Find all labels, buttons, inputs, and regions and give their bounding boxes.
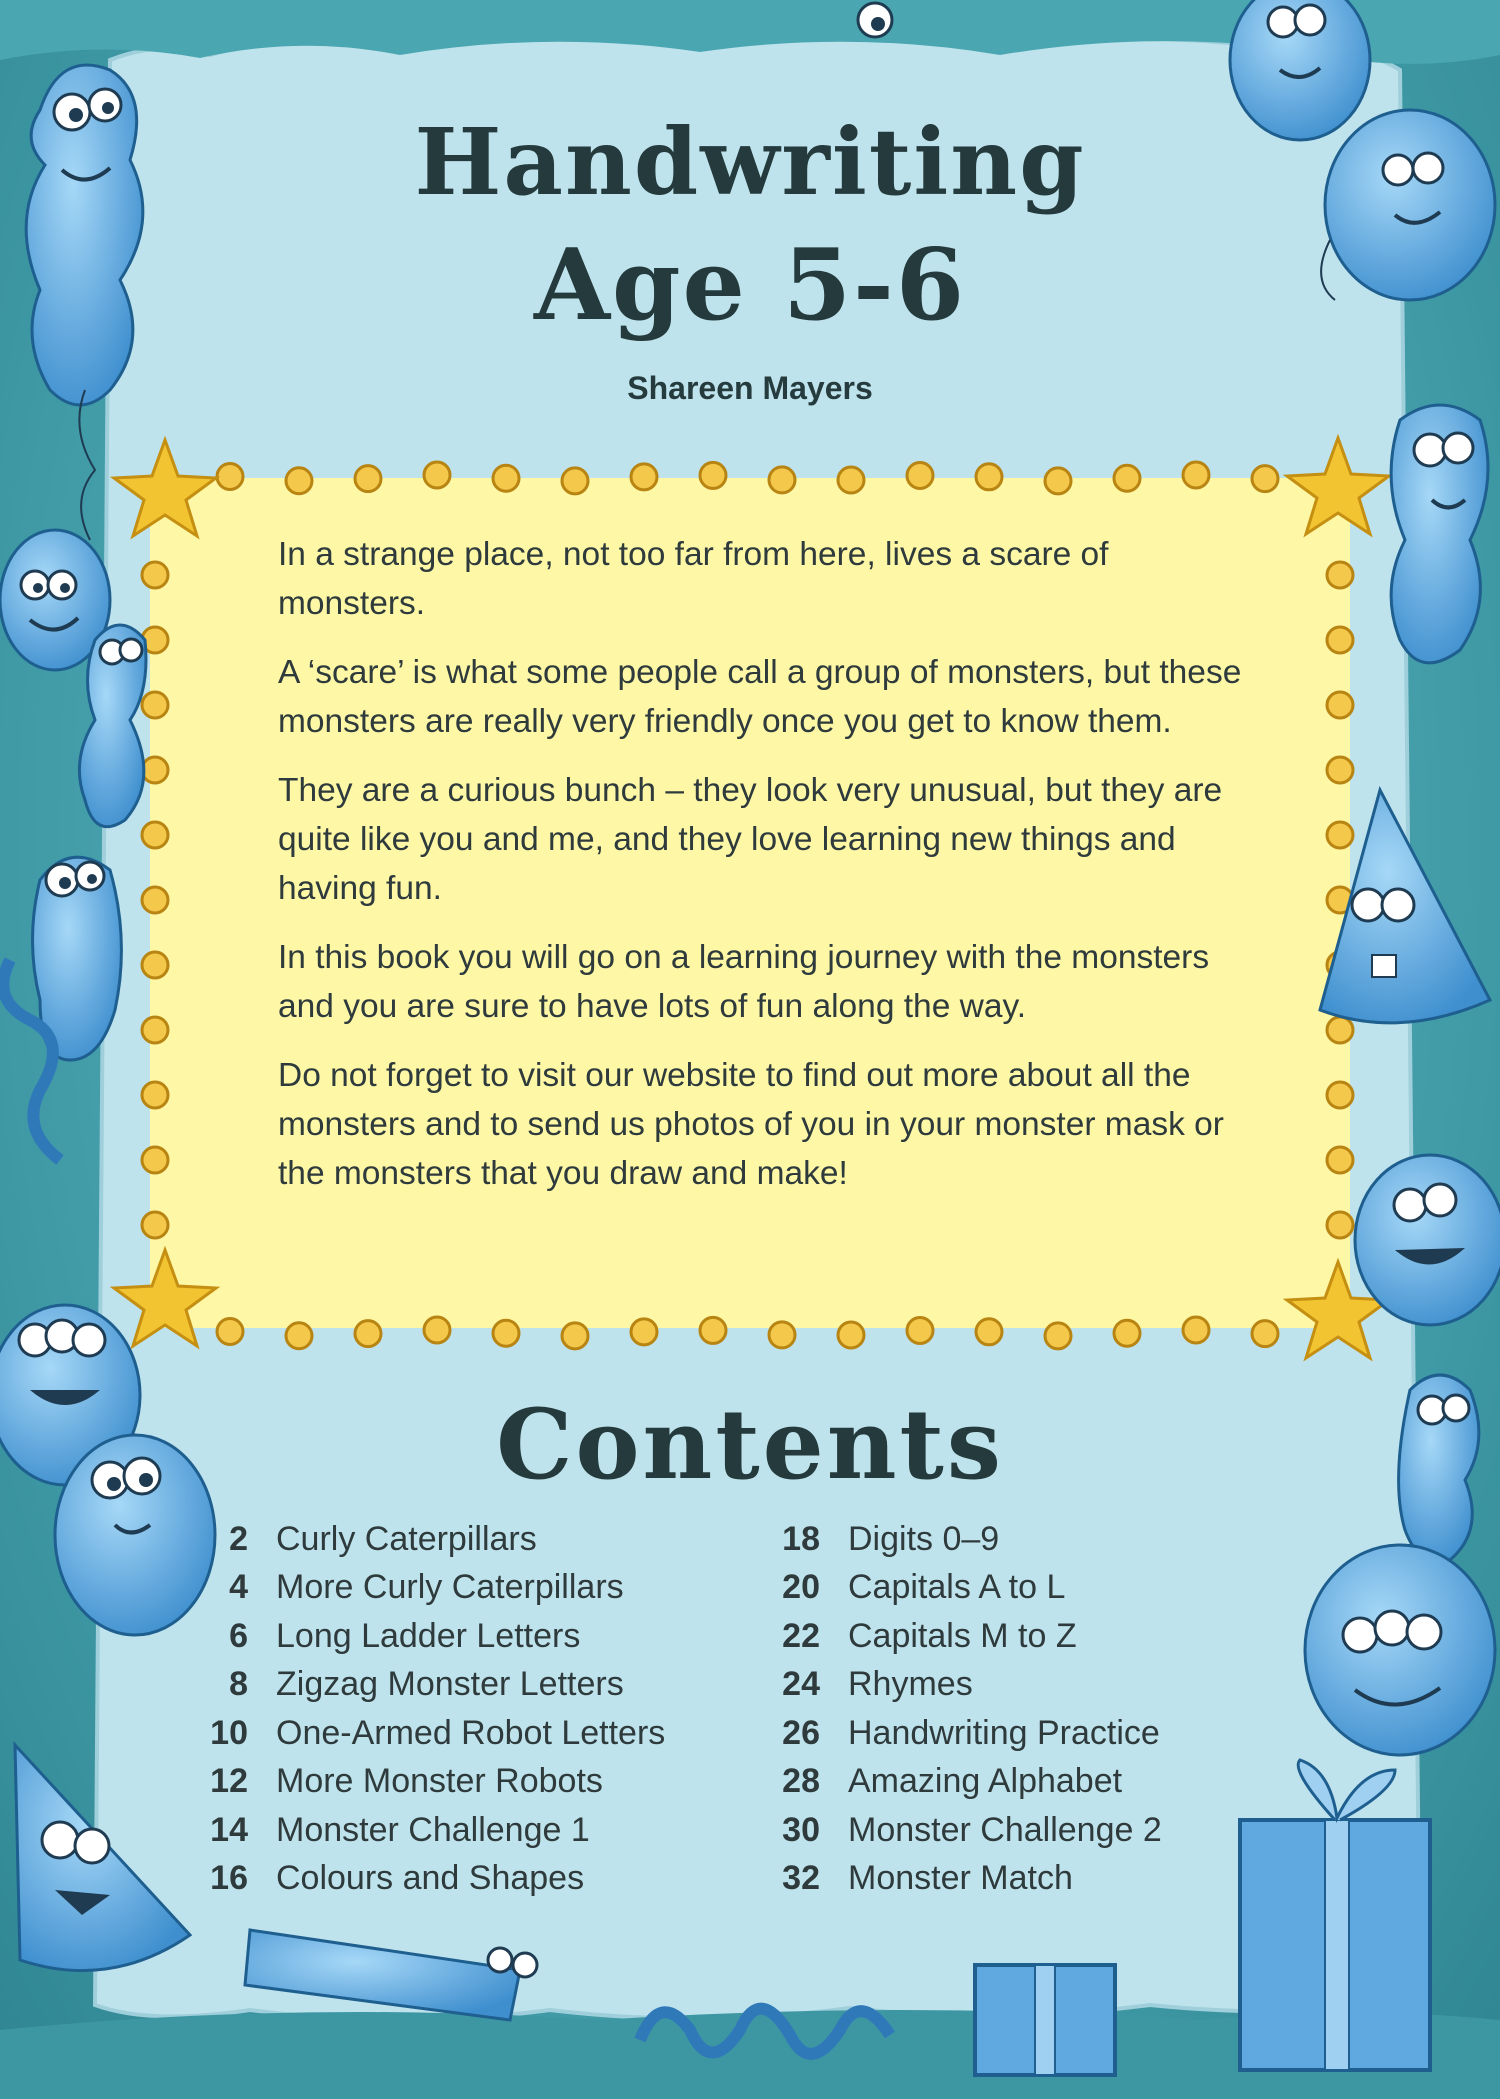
contents-page-number: 12 bbox=[210, 1762, 248, 1801]
contents-page-number: 8 bbox=[229, 1665, 248, 1704]
contents-entry-label: Colours and Shapes bbox=[276, 1859, 585, 1898]
contents-entry-label: Zigzag Monster Letters bbox=[276, 1665, 624, 1704]
intro-paragraph: They are a curious bunch – they look very unusual, but they are quite like you and me, and they love learning new things and having fun. bbox=[278, 772, 1223, 907]
contents-entry-label: Monster Challenge 2 bbox=[848, 1810, 1162, 1849]
contents-row bbox=[768, 1806, 1162, 1855]
contents-page-number: 28 bbox=[782, 1762, 820, 1801]
intro-paragraph: In a strange place, not too far from here, lives a scare of monsters. bbox=[278, 536, 1109, 622]
contents-page-number: 32 bbox=[782, 1859, 820, 1898]
intro-paragraph: In this book you will go on a learning journey with the monsters and you are sure to have lots of fun along the way. bbox=[278, 939, 1210, 1025]
contents-row bbox=[768, 1564, 1162, 1613]
author-name: Shareen Mayers bbox=[627, 370, 873, 406]
contents-entry-label: More Curly Caterpillars bbox=[276, 1568, 624, 1607]
contents-page-number: 14 bbox=[210, 1810, 248, 1849]
contents-entry-label: Rhymes bbox=[848, 1665, 973, 1704]
contents-page-number: 6 bbox=[229, 1616, 248, 1655]
contents-page-number: 20 bbox=[782, 1568, 820, 1607]
contents-entry-label: Monster Match bbox=[848, 1859, 1073, 1898]
contents-page-number: 24 bbox=[782, 1665, 820, 1704]
book-title-line2: Age 5-6 bbox=[533, 228, 967, 343]
book-title-line1: Handwriting bbox=[414, 108, 1086, 216]
contents-row bbox=[768, 1855, 1162, 1904]
contents-row bbox=[190, 1806, 665, 1855]
contents-page-number: 16 bbox=[210, 1859, 248, 1898]
contents-row bbox=[190, 1661, 665, 1710]
contents-row bbox=[768, 1612, 1162, 1661]
contents-row bbox=[190, 1758, 665, 1807]
contents-entry-label: Digits 0–9 bbox=[848, 1519, 1000, 1558]
contents-list-left bbox=[190, 1515, 665, 1903]
contents-page-number: 2 bbox=[229, 1519, 248, 1558]
contents-page-number: 10 bbox=[210, 1713, 248, 1752]
contents-row bbox=[768, 1758, 1162, 1807]
contents-row bbox=[190, 1564, 665, 1613]
contents-entry-label: Handwriting Practice bbox=[848, 1713, 1160, 1752]
contents-row bbox=[190, 1855, 665, 1904]
contents-entry-label: Amazing Alphabet bbox=[848, 1762, 1123, 1801]
contents-page-number: 4 bbox=[229, 1568, 248, 1607]
contents-entry-label: Capitals M to Z bbox=[848, 1616, 1077, 1655]
contents-entry-label: More Monster Robots bbox=[276, 1762, 603, 1801]
contents-entry-label: Monster Challenge 1 bbox=[276, 1810, 590, 1849]
contents-list-right bbox=[768, 1515, 1162, 1903]
intro-paragraph: A ‘scare’ is what some people call a group of monsters, but these monsters are really very friendly once you get to know them. bbox=[278, 654, 1242, 740]
contents-row bbox=[190, 1709, 665, 1758]
contents-entry-label: Capitals A to L bbox=[848, 1568, 1066, 1607]
bottom-teal-floor bbox=[0, 2010, 1500, 2099]
intro-text bbox=[278, 530, 1248, 1218]
contents-row bbox=[190, 1612, 665, 1661]
contents-row bbox=[190, 1515, 665, 1564]
contents-page-number: 26 bbox=[782, 1713, 820, 1752]
contents-entry-label: Long Ladder Letters bbox=[276, 1616, 581, 1655]
contents-page-number: 18 bbox=[782, 1519, 820, 1558]
contents-entry-label: One-Armed Robot Letters bbox=[276, 1713, 666, 1752]
contents-row bbox=[768, 1515, 1162, 1564]
contents-page-number: 30 bbox=[782, 1810, 820, 1849]
contents-heading: Contents bbox=[496, 1388, 1004, 1501]
intro-paragraph: Do not forget to visit our website to find out more about all the monsters and to send us photos of you in your monster mask or the monsters that you draw and make! bbox=[278, 1057, 1224, 1192]
contents-row bbox=[768, 1709, 1162, 1758]
contents-row bbox=[768, 1661, 1162, 1710]
contents-page-number: 22 bbox=[782, 1616, 820, 1655]
contents-entry-label: Curly Caterpillars bbox=[276, 1519, 537, 1558]
